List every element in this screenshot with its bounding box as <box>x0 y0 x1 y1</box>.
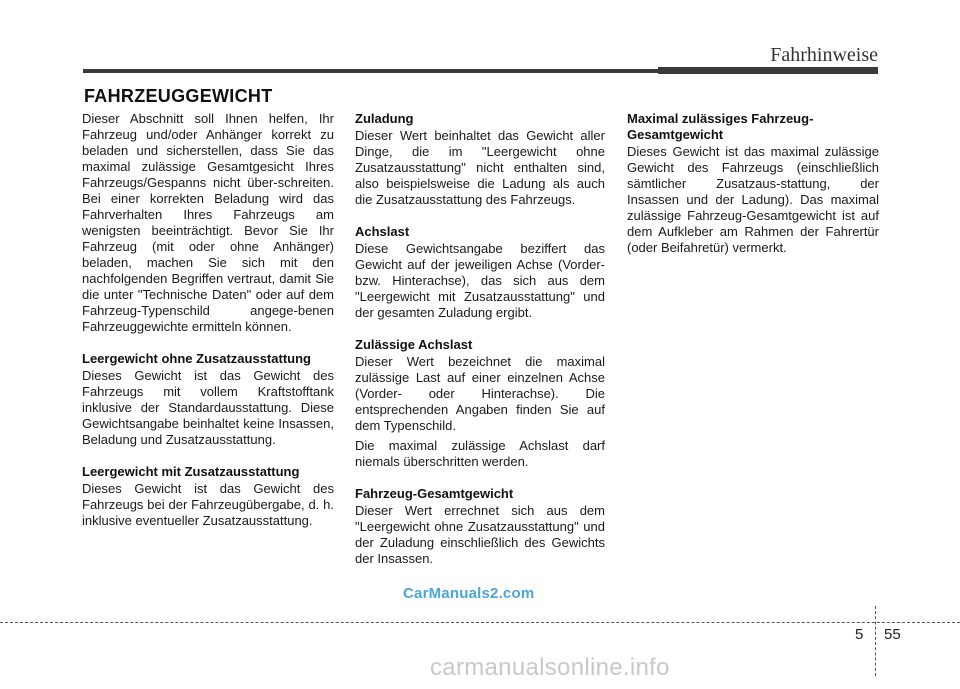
spacer <box>82 342 334 351</box>
paragraph-gross-weight: Dieser Wert errechnet sich aus dem "Leergewicht ohne Zusatzausstattung" und der Zuladung einschließlich des Gewichts der Insassen. <box>355 503 605 566</box>
paragraph-max-gross-weight: Dieses Gewicht ist das maximal zulässige Gewicht des Fahrzeugs (einschließlich sämtlicher Zusatzaus-stattung, der Insassen und der Ladung). Das maximal zulässige Fahrzeug-Gesamtgewicht ist auf dem Aufkleber am Rahmen der Fahrertür (oder Beifahretür) vermerkt. <box>627 144 879 255</box>
footer-vertical-dashed-rule <box>875 606 876 676</box>
watermark-bottom-text: carmanualsonline.info <box>430 654 670 681</box>
header-rule-accent <box>658 67 878 74</box>
heading-empty-weight: Leergewicht ohne Zusatzausstattung <box>82 351 311 366</box>
heading-gross-weight: Fahrzeug-Gesamtgewicht <box>355 486 514 501</box>
heading-max-gross-weight: Maximal zulässiges Fahrzeug-Gesamtgewicht <box>627 111 814 142</box>
column-1 <box>82 111 334 536</box>
heading-payload: Zuladung <box>355 111 414 126</box>
paragraph-axle-load: Diese Gewichtsangabe beziffert das Gewicht auf der jeweiligen Achse (Vorder- bzw. Hinterachse), das sich aus dem "Leergewicht mit Zusatzausstattung" und der gesamten Zuladung ergibt. <box>355 241 605 320</box>
paragraph-payload: Dieser Wert beinhaltet das Gewicht aller Dinge, die im "Leergewicht ohne Zusatzausstattung" nicht enthalten sind, also beispielsweise die Ladung als auch die Zusatzausstattung des Fahrzeugs. <box>355 128 605 207</box>
heading-max-axle-load: Zulässige Achslast <box>355 337 473 352</box>
watermark-site-link[interactable]: CarManuals2.com <box>403 585 535 602</box>
spacer <box>355 328 605 337</box>
paragraph-empty-weight: Dieses Gewicht ist das Gewicht des Fahrzeugs mit vollem Kraftstofftank inklusive der Standardausstattung. Diese Gewichtsangabe beinhaltet keine Insassen, Beladung und Zusatzausstattung. <box>82 368 334 447</box>
running-header-title: Fahrhinweise <box>770 44 878 66</box>
column-3 <box>627 111 879 263</box>
paragraph-max-axle-load-2: Die maximal zulässige Achslast darf niemals überschritten werden. <box>355 438 605 469</box>
intro-paragraph: Dieser Abschnitt soll Ihnen helfen, Ihr Fahrzeug und/oder Anhänger korrekt zu beladen und sicherstellen, dass Sie das maximal zulässige Gesamtgesicht Ihres Fahrzeugs/Gespanns nicht über-schreiten. Bei einer korrekten Beladung wird das Fahrverhalten Ihres Fahrzeugs am wenigsten beeinträchtigt. Bevor Sie Ihr Fahrzeug (mit oder ohne Anhänger) beladen, machen Sie sich mit den nachfolgenden Begriffen vertraut, damit Sie die unter "Technische Daten" oder auf dem Fahrzeug-Typenschild angege-benen Fahrzeuggewichte ermitteln können. <box>82 111 334 334</box>
heading-axle-load: Achslast <box>355 224 410 239</box>
spacer <box>82 455 334 464</box>
spacer <box>355 215 605 224</box>
paragraph-max-axle-load-1: Dieser Wert bezeichnet die maximal zulässige Last auf einer einzelnen Achse (Vorder- oder Hinterachse). Die entsprechenden Angaben finden Sie auf dem Typenschild. <box>355 354 605 433</box>
chapter-number: 5 <box>855 626 864 643</box>
footer-dashed-rule <box>0 622 960 623</box>
spacer <box>355 477 605 486</box>
section-title: FAHRZEUGGEWICHT <box>84 86 273 106</box>
heading-weight-with-equipment: Leergewicht mit Zusatzausstattung <box>82 464 300 479</box>
page-number: 55 <box>884 626 901 643</box>
paragraph-weight-with-equipment: Dieses Gewicht ist das Gewicht des Fahrzeugs bei der Fahrzeugübergabe, d. h. inklusive eventueller Zusatzausstattung. <box>82 481 334 528</box>
column-2 <box>355 111 605 574</box>
